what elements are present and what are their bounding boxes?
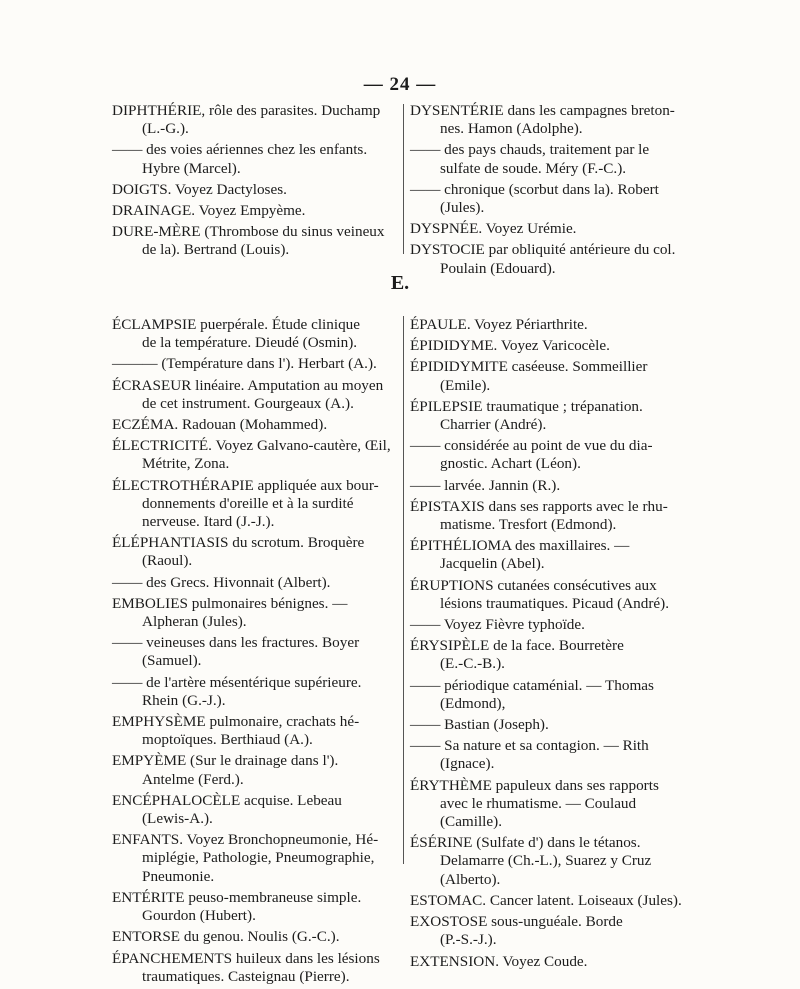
entry-continuation-line: de la). Bertrand (Louis). (142, 241, 290, 259)
index-entry (112, 477, 398, 532)
entry-continuation-line: traumatiques. Casteignau (Pierre). (142, 967, 350, 985)
entry-headword-line: DOIGTS. Voyez Dactyloses. (112, 180, 287, 198)
entry-headword-line: ÉPITHÉLIOMA des maxillaires. — (410, 537, 630, 555)
entry-headword-line: ÉPAULE. Voyez Périarthrite. (410, 316, 588, 333)
index-entry (112, 752, 398, 788)
entry-continuation-line: avec le rhumatisme. — Coulaud (440, 794, 637, 812)
entry-continuation-line: (Camille). (440, 813, 502, 831)
entry-continuation-line: (Alberto). (440, 870, 501, 888)
entry-headword-line: ÉLECTROTHÉRAPIE appliquée aux bour- (112, 476, 379, 494)
index-entry (112, 141, 398, 177)
index-entry (112, 534, 398, 570)
entry-continuation-line: gnostic. Achart (Léon). (440, 455, 581, 473)
index-entry (410, 537, 684, 573)
index-entry (410, 716, 684, 734)
entry-continuation-line: Antelme (Ferd.). (142, 770, 244, 788)
entry-headword-line: ENFANTS. Voyez Bronchopneumonie, Hé- (112, 831, 379, 849)
index-entry (410, 316, 684, 334)
entry-headword-line: —— larvée. Jannin (R.). (410, 476, 561, 494)
entry-headword-line: ÉRYTHÈME papuleux dans ses rapports (410, 776, 659, 794)
index-entry (112, 102, 398, 138)
entry-headword-line: ÉCLAMPSIE puerpérale. Étude clinique (112, 316, 360, 333)
index-entry (112, 316, 398, 352)
index-entry (112, 674, 398, 710)
index-entry (112, 928, 398, 946)
index-entry (112, 634, 398, 670)
entry-continuation-line: (E.-C.-B.). (440, 655, 505, 673)
index-entry (112, 202, 398, 220)
entry-continuation-line: Hybre (Marcel). (142, 159, 241, 177)
index-entry (410, 913, 684, 949)
entry-headword-line: DYSPNÉE. Voyez Urémie. (410, 220, 577, 238)
index-entry (410, 616, 684, 634)
entry-continuation-line: Alpheran (Jules). (142, 613, 247, 631)
entry-headword-line: DYSTOCIE par obliquité antérieure du col. (410, 241, 676, 259)
index-entry (410, 181, 684, 217)
index-entry (112, 950, 398, 986)
entry-continuation-line: Charrier (André). (440, 416, 547, 434)
entry-headword-line: ÉSÉRINE (Sulfate d') dans le tétanos. (410, 834, 641, 852)
entry-headword-line: ÉPILEPSIE traumatique ; trépanation. (410, 397, 643, 415)
entry-headword-line: DYSENTÉRIE dans les campagnes breton- (410, 102, 675, 119)
entry-headword-line: —— de l'artère mésentérique supérieure. (112, 673, 362, 691)
entry-continuation-line: (P.-S.-J.). (440, 931, 497, 949)
index-entry (410, 220, 684, 238)
entry-headword-line: ——— (Température dans l'). Herbart (A.). (112, 355, 377, 373)
entry-headword-line: —— des Grecs. Hivonnait (Albert). (112, 573, 331, 591)
column-divider-bottom (403, 316, 404, 864)
entry-headword-line: EMPHYSÈME pulmonaire, crachats hé- (112, 713, 360, 731)
index-entry (112, 595, 398, 631)
index-entry (112, 889, 398, 925)
section-letter: E. (390, 272, 410, 294)
entry-continuation-line: (Edmond), (440, 694, 506, 712)
entry-headword-line: —— Bastian (Joseph). (410, 716, 549, 734)
index-entry (410, 834, 684, 889)
entry-continuation-line: nerveuse. Itard (J.-J.). (142, 513, 275, 531)
entry-headword-line: ÉRUPTIONS cutanées consécutives aux (410, 576, 657, 594)
index-entry (112, 181, 398, 199)
entry-headword-line: ECZÉMA. Radouan (Mohammed). (112, 416, 328, 434)
entry-headword-line: EMBOLIES pulmonaires bénignes. — (112, 594, 348, 612)
index-entry (410, 953, 684, 971)
entry-headword-line: EXOSTOSE sous-unguéale. Borde (410, 913, 623, 931)
entry-headword-line: EXTENSION. Voyez Coude. (410, 952, 588, 970)
entry-headword-line: —— des pays chauds, traitement par le (410, 141, 650, 159)
index-entry (112, 831, 398, 886)
entry-continuation-line: (Ignace). (440, 755, 495, 773)
index-entry (112, 377, 398, 413)
entry-continuation-line: de la température. Dieudé (Osmin). (142, 334, 358, 352)
index-entry (410, 737, 684, 773)
entry-continuation-line: Rhein (G.-J.). (142, 691, 226, 709)
column-divider-top (403, 104, 404, 254)
entry-headword-line: —— Voyez Fièvre typhoïde. (410, 616, 585, 634)
entry-headword-line: —— chronique (scorbut dans la). Robert (410, 180, 659, 198)
entry-continuation-line: (Raoul). (142, 552, 193, 570)
index-entry (410, 777, 684, 832)
entry-continuation-line: (Jules). (440, 199, 485, 217)
entry-headword-line: DRAINAGE. Voyez Empyème. (112, 202, 306, 220)
entry-continuation-line: (Samuel). (142, 652, 202, 670)
entry-continuation-line: miplégie, Pathologie, Pneumographie, (142, 849, 375, 867)
entry-continuation-line: matisme. Tresfort (Edmond). (440, 516, 617, 534)
index-entry (112, 223, 398, 259)
index-entry (410, 437, 684, 473)
entry-headword-line: ENCÉPHALOCÈLE acquise. Lebeau (112, 791, 342, 809)
entry-headword-line: ÉLECTRICITÉ. Voyez Galvano-cautère, Œil, (112, 437, 391, 455)
entry-continuation-line: Pneumonie. (142, 867, 215, 885)
index-entry (410, 498, 684, 534)
entry-headword-line: ÉPISTAXIS dans ses rapports avec le rhu- (410, 497, 668, 515)
top-left-column (112, 102, 398, 263)
entry-continuation-line: (Emile). (440, 376, 491, 394)
entry-headword-line: DURE-MÈRE (Thrombose du sinus veineux (112, 223, 385, 241)
bottom-left-column (112, 316, 398, 989)
index-entry (112, 713, 398, 749)
entry-headword-line: ESTOMAC. Cancer latent. Loiseaux (Jules). (410, 891, 682, 909)
entry-headword-line: —— veineuses dans les fractures. Boyer (112, 634, 360, 652)
index-entry (410, 102, 684, 138)
index-entry (410, 141, 684, 177)
entry-continuation-line: nes. Hamon (Adolphe). (440, 120, 583, 138)
entry-continuation-line: sulfate de soude. Méry (F.-C.). (440, 159, 627, 177)
entry-headword-line: ÉRYSIPÈLE de la face. Bourretère (410, 637, 624, 655)
entry-headword-line: ÉPIDIDYMITE caséeuse. Sommeillier (410, 358, 648, 376)
entry-continuation-line: Poulain (Edouard). (440, 259, 556, 277)
entry-continuation-line: moptoïques. Berthiaud (A.). (142, 731, 313, 749)
bottom-right-column (410, 316, 684, 974)
index-entry (410, 398, 684, 434)
top-right-column (410, 102, 684, 281)
index-entry (410, 337, 684, 355)
entry-continuation-line: Gourdon (Hubert). (142, 907, 256, 925)
page-number: — 24 — (363, 74, 437, 95)
index-entry (112, 416, 398, 434)
entry-headword-line: ÉLÉPHANTIASIS du scrotum. Broquère (112, 534, 365, 552)
index-entry (112, 437, 398, 473)
entry-continuation-line: Métrite, Zona. (142, 455, 230, 473)
entry-headword-line: ENTORSE du genou. Noulis (G.-C.). (112, 928, 340, 946)
entry-continuation-line: (Lewis-A.). (142, 810, 213, 828)
entry-headword-line: —— Sa nature et sa contagion. — Rith (410, 737, 649, 755)
index-entry (410, 477, 684, 495)
index-entry (410, 577, 684, 613)
entry-continuation-line: donnements d'oreille et à la surdité (142, 494, 354, 512)
entry-headword-line: EMPYÈME (Sur le drainage dans l'). (112, 752, 339, 770)
entry-headword-line: —— considérée au point de vue du dia- (410, 437, 653, 455)
entry-headword-line: ENTÉRITE peuso-membraneuse simple. (112, 888, 362, 906)
entry-headword-line: DIPHTHÉRIE, rôle des parasites. Duchamp (112, 102, 381, 119)
entry-headword-line: ÉCRASEUR linéaire. Amputation au moyen (112, 376, 384, 394)
entry-continuation-line: lésions traumatiques. Picaud (André). (440, 594, 670, 612)
index-entry (112, 792, 398, 828)
entry-continuation-line: (L.-G.). (142, 120, 189, 138)
entry-continuation-line: de cet instrument. Gourgeaux (A.). (142, 394, 354, 412)
index-entry (410, 358, 684, 394)
entry-headword-line: —— des voies aériennes chez les enfants. (112, 141, 368, 159)
index-entry (410, 892, 684, 910)
entry-headword-line: ÉPANCHEMENTS huileux dans les lésions (112, 949, 380, 967)
index-entry (410, 637, 684, 673)
index-entry (112, 574, 398, 592)
entry-headword-line: ÉPIDIDYME. Voyez Varicocèle. (410, 337, 610, 355)
index-entry (112, 355, 398, 373)
entry-continuation-line: Jacquelin (Abel). (440, 555, 545, 573)
entry-headword-line: —— périodique cataménial. — Thomas (410, 676, 654, 694)
entry-continuation-line: Delamarre (Ch.-L.), Suarez y Cruz (440, 852, 652, 870)
index-entry (410, 677, 684, 713)
